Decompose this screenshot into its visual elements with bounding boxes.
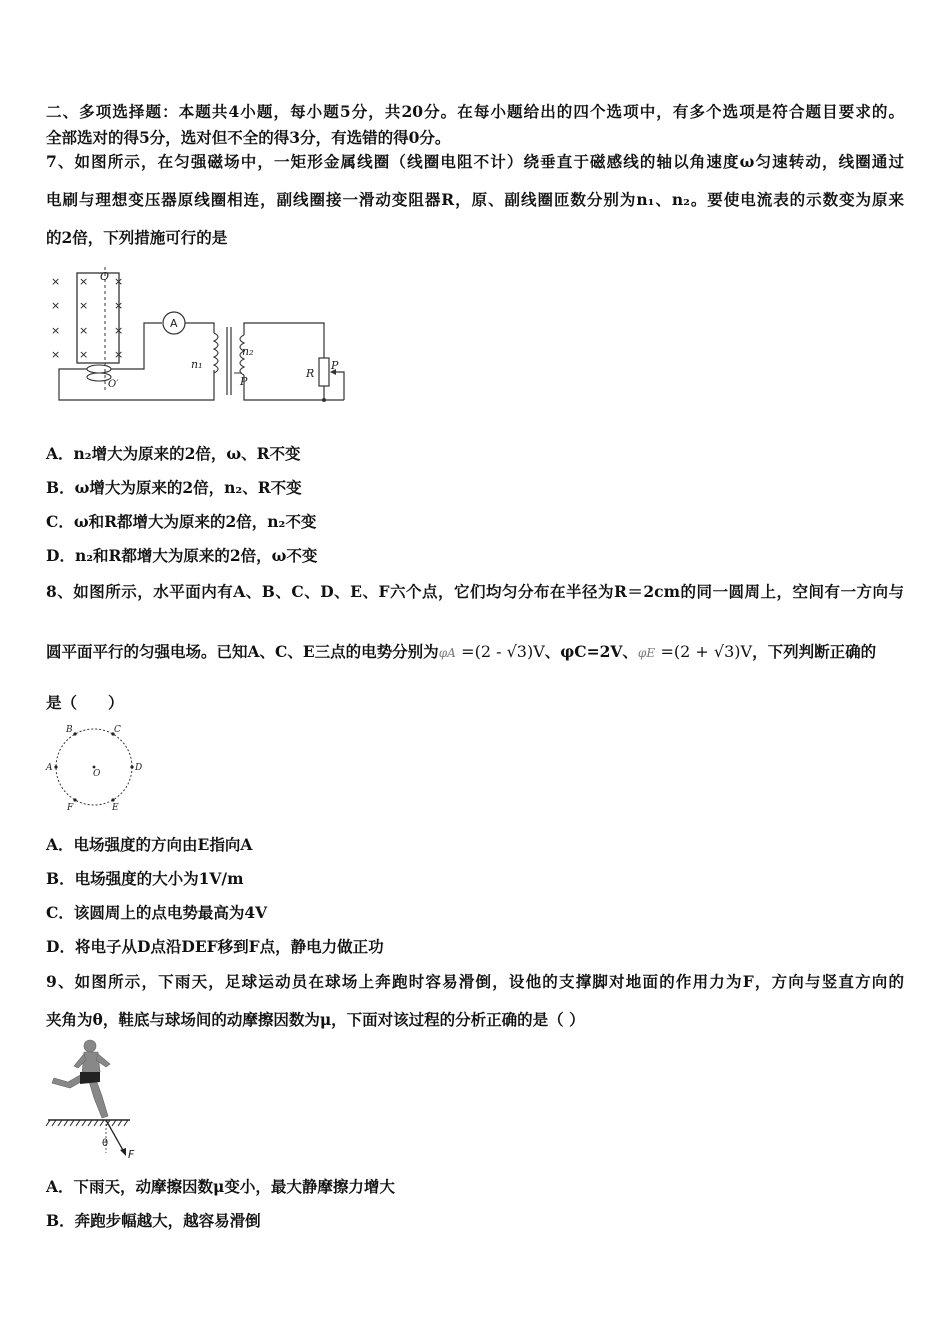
slip-ring: [87, 365, 111, 373]
q8-stem-line3: 是（ ）: [46, 693, 124, 712]
q7-stem-line2: 电刷与理想变压器原线圈相连，副线圈接一滑动变阻器R，原、副线圈匝数分别为n₁、n₂。要使电流表的示数变为原来: [46, 190, 904, 209]
q8-option-a[interactable]: A．电场强度的方向由E指向A: [46, 835, 253, 854]
q7-stem-line3: 的2倍，下列措施可行的是: [46, 228, 228, 247]
q7-option-d[interactable]: D．n₂和R都增大为原来的2倍，ω不变: [46, 546, 318, 565]
primary-coil: [214, 333, 218, 373]
q8-stem-line1: 8、如图所示，水平面内有A、B、C、D、E、F六个点，它们均匀分布在半径为R＝2cm的同一圆周上，空间有一方向与: [46, 582, 904, 601]
phi-a-symbol: φA: [438, 646, 456, 660]
q7-option-c[interactable]: C．ω和R都增大为原来的2倍，n₂不变: [46, 512, 317, 531]
axis-label-o-prime: O′: [108, 379, 119, 390]
point-f-label: F: [67, 803, 74, 812]
field-cross: ×: [114, 275, 124, 288]
axis-label-o: O: [100, 270, 110, 283]
field-cross: ×: [114, 348, 124, 361]
q7-circuit-figure: [44, 265, 354, 405]
q9-stem-line1: 9、如图所示，下雨天，足球运动员在球场上奔跑时容易滑倒，设他的支撑脚对地面的作用力为F，方向与竖直方向的: [46, 972, 904, 991]
q8-option-d[interactable]: D．将电子从D点沿DEF移到F点，静电力做正功: [46, 937, 384, 956]
field-cross: ×: [79, 299, 89, 312]
runner-shorts: [80, 1072, 100, 1084]
q9-option-a[interactable]: A．下雨天，动摩擦因数μ变小，最大静摩擦力增大: [46, 1177, 395, 1196]
force-arrow: [106, 1120, 124, 1152]
point-b-label: B: [66, 725, 73, 735]
field-cross: ×: [51, 299, 61, 312]
q8-option-c[interactable]: C．该圆周上的点电势最高为4V: [46, 903, 268, 922]
q8-stem-line2: [46, 642, 904, 663]
point-o-label: O: [93, 769, 101, 779]
q8-option-b[interactable]: B．电场强度的大小为1V/m: [46, 869, 244, 888]
field-cross: ×: [79, 324, 89, 337]
point-c-label: C: [114, 725, 121, 735]
field-cross: ×: [51, 275, 61, 288]
q7-stem-line1: 7、如图所示，在匀强磁场中，一矩形金属线圈（线圈电阻不计）绕垂直于磁感线的轴以角速度ω匀速转动，线圈通过: [46, 152, 904, 171]
q9-stem-line2: 夹角为θ，鞋底与球场间的动摩擦因数为μ，下面对该过程的分析正确的是（ ）: [46, 1010, 585, 1029]
field-cross: ×: [114, 299, 124, 312]
q9-option-b[interactable]: B．奔跑步幅越大，越容易滑倒: [46, 1211, 261, 1230]
rheostat: [319, 358, 329, 386]
field-cross: ×: [51, 324, 61, 337]
point-a-label: A: [46, 763, 53, 773]
section-header-line2: 全部选对的得5分，选对但不全的得3分，有选错的得0分。: [46, 128, 451, 147]
q7-option-b[interactable]: B．ω增大为原来的2倍，n₂、R不变: [46, 478, 302, 497]
theta-label: θ: [102, 1138, 109, 1149]
point-d-label: D: [135, 763, 143, 773]
phi-e-value: =(2 + √3)V: [660, 642, 753, 661]
q9-runner-figure: [44, 1038, 144, 1163]
section-header-line1: 二、多项选择题：本题共4小题，每小题5分，共20分。在每小题给出的四个选项中，有多个选项是符合题目要求的。: [46, 102, 904, 121]
slip-ring: [87, 373, 111, 381]
phi-e-symbol: φE: [637, 646, 656, 660]
n2-label: n₂: [242, 345, 254, 358]
r-label: R: [306, 367, 315, 380]
point-e-label: E: [112, 803, 119, 812]
field-cross: ×: [79, 348, 89, 361]
phi-c-text: 、φC=2V、: [544, 642, 638, 661]
force-label: F: [128, 1148, 135, 1161]
q8-stem-line2-text: 圆平面平行的匀强电场。已知A、C、E三点的电势分别为: [46, 642, 439, 661]
phi-a-value: =(2 - √3)V: [461, 642, 545, 661]
field-cross: ×: [79, 275, 89, 288]
q8-circle-figure: [40, 720, 150, 812]
q8-stem-line2-end: ，下列判断正确的: [752, 642, 877, 661]
q7-option-a[interactable]: A．n₂增大为原来的2倍，ω、R不变: [46, 444, 301, 463]
p-label-rheostat: P: [331, 359, 339, 372]
field-cross: ×: [51, 348, 61, 361]
n1-label: n₁: [191, 358, 203, 371]
p-label-transformer: P: [240, 375, 248, 388]
ammeter-label: A: [170, 317, 178, 330]
field-cross: ×: [114, 324, 124, 337]
